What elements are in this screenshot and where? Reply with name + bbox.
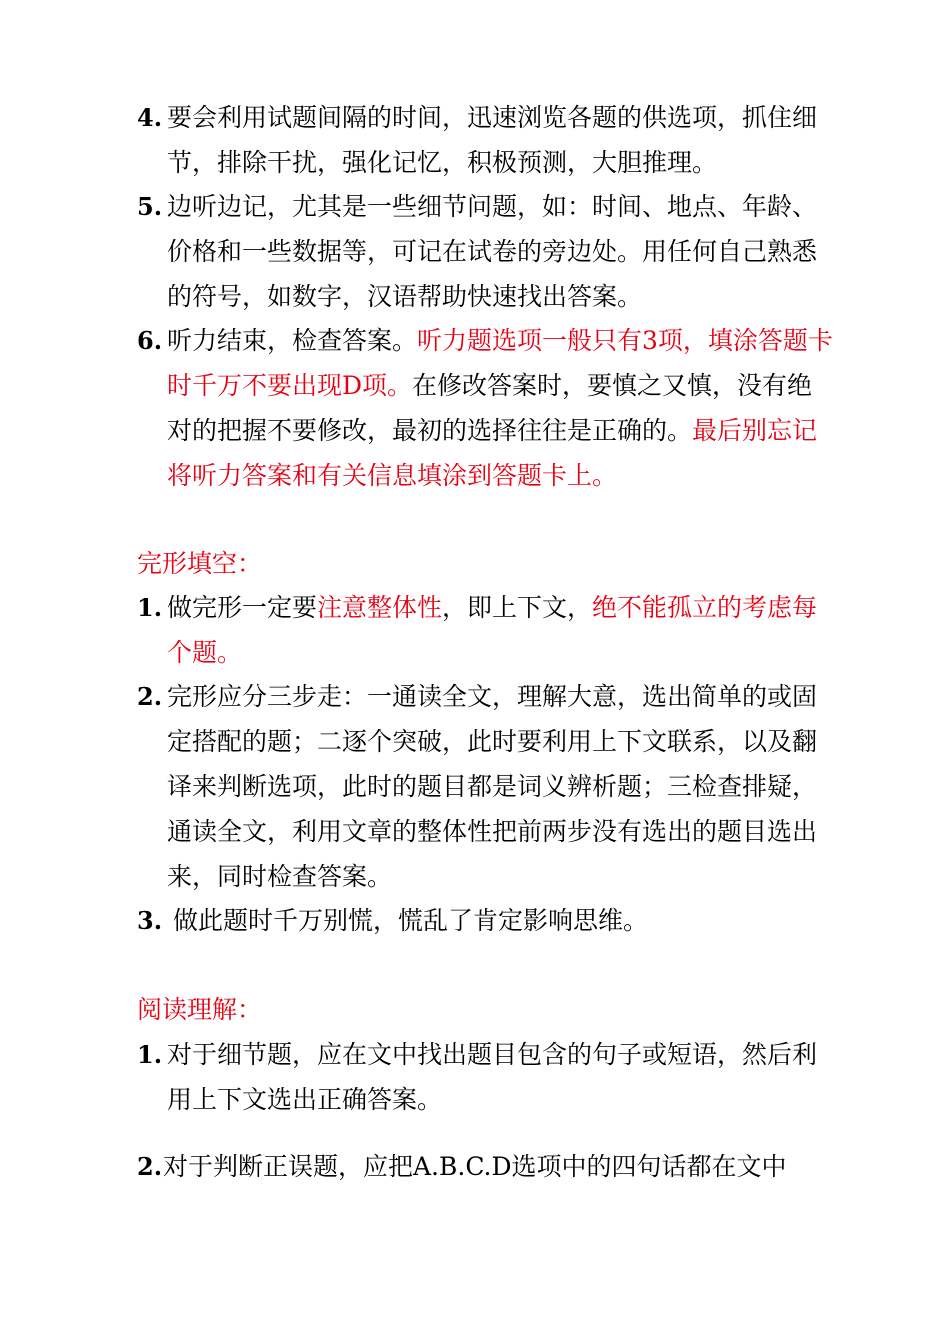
item-text bbox=[173, 898, 837, 943]
item-number: 3. bbox=[137, 906, 163, 935]
item-text bbox=[167, 318, 837, 498]
text-segment: 完形应分三步走：一通读全文，理解大意，选出简单的或固定搭配的题；二逐个突破，此时要利用上下文联系，以及翻译来判断选项，此时的题目都是词义辨析题；三检查排疑，通读全文，利用文章的整体性把前两步没有选出的题目选出来，同时检查答案。 bbox=[167, 682, 818, 891]
item-number: 2. bbox=[137, 682, 163, 711]
reading-item-1 bbox=[137, 1032, 837, 1122]
text-segment: 边听边记，尤其是一些细节问题，如：时间、地点、年龄、价格和一些数据等，可记在试卷的旁边处。用任何自己熟悉的符号，如数字，汉语帮助快速找出答案。 bbox=[167, 192, 818, 311]
text-segment: 听力结束，检查答案。 bbox=[167, 326, 418, 355]
item-number: 1. bbox=[137, 593, 163, 622]
reading-item-2 bbox=[137, 1144, 837, 1189]
cloze-item-1 bbox=[137, 585, 837, 675]
listening-item-4 bbox=[137, 95, 837, 185]
item-number: 5. bbox=[137, 192, 163, 221]
highlight-segment: 绝不能孤立的考虑每个题。 bbox=[167, 593, 818, 667]
item-number: 6. bbox=[137, 326, 163, 355]
cloze-item-2 bbox=[137, 674, 837, 899]
cloze-item-3 bbox=[137, 898, 837, 943]
item-number: 1. bbox=[137, 1040, 163, 1069]
text-segment: ，即上下文， bbox=[442, 593, 593, 622]
highlight-segment: 注意整体性 bbox=[317, 593, 443, 622]
listening-item-5 bbox=[137, 184, 837, 319]
item-number: 4. bbox=[137, 103, 163, 132]
item-text bbox=[167, 585, 837, 675]
item-text bbox=[167, 1032, 837, 1122]
text-segment: 在修改答案时，要慎之又慎，没有绝对的把握不要修改，最初的选择往往是正确的。 bbox=[167, 371, 813, 445]
highlight-segment: 听力题选项一般只有3项，填涂答题卡时千万不要出现D项。 bbox=[167, 326, 833, 400]
text-segment: 要会利用试题间隔的时间，迅速浏览各题的供选项，抓住细节，排除干扰，强化记忆，积极预测，大胆推理。 bbox=[167, 103, 818, 177]
listening-item-6 bbox=[137, 318, 837, 498]
item-text bbox=[167, 674, 837, 899]
section-heading-reading: 阅读理解： bbox=[137, 995, 263, 1024]
item-number: 2. bbox=[137, 1152, 163, 1181]
text-segment: 对于判断正误题，应把A.B.C.D选项中的四句话都在文中 bbox=[163, 1152, 787, 1181]
item-text bbox=[163, 1144, 837, 1189]
section-heading-cloze: 完形填空： bbox=[137, 549, 263, 578]
highlight-segment: 最后别忘记将听力答案和有关信息填涂到答题卡上。 bbox=[167, 416, 818, 490]
text-segment: 做完形一定要 bbox=[167, 593, 318, 622]
text-segment: 对于细节题，应在文中找出题目包含的句子或短语，然后利用上下文选出正确答案。 bbox=[167, 1040, 818, 1114]
item-text bbox=[167, 184, 837, 319]
item-text bbox=[167, 95, 837, 185]
text-segment: 做此题时千万别慌，慌乱了肯定影响思维。 bbox=[173, 906, 649, 935]
